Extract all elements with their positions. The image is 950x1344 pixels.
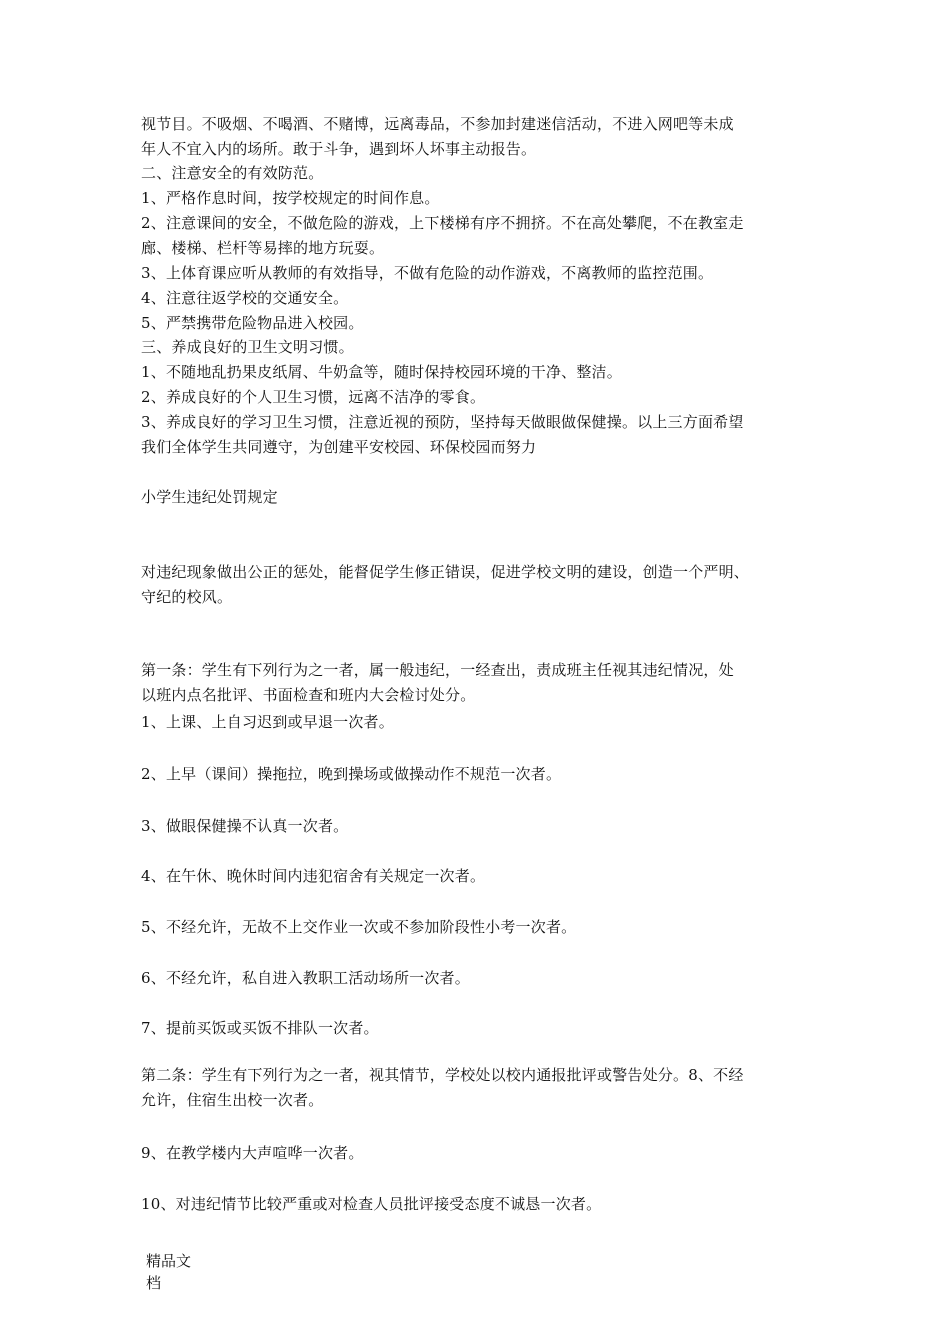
footer-watermark (146, 1250, 191, 1294)
list-item: 5、严禁携带危险物品进入校园。 (141, 314, 364, 332)
list-item: 2、养成良好的个人卫生习惯，远离不洁净的零食。 (141, 388, 486, 406)
list-item: 3、养成良好的学习卫生习惯，注意近视的预防，坚持每天做眼做保健操。以上三方面希望 (141, 413, 744, 431)
list-item: 10、对违纪情节比较严重或对检查人员批评接受态度不诚恳一次者。 (141, 1195, 602, 1213)
footer-line: 精品文 (146, 1252, 192, 1270)
list-item: 7、提前买饭或买饭不排队一次者。 (141, 1019, 379, 1037)
article-heading: 第二条：学生有下列行为之一者，视其情节，学校处以校内通报批评或警告处分。8、不经 (141, 1066, 744, 1084)
list-item: 2、上早（课间）操拖拉，晚到操场或做操动作不规范一次者。 (141, 765, 562, 783)
list-item: 3、做眼保健操不认真一次者。 (141, 817, 349, 835)
text-line: 我们全体学生共同遵守，为创建平安校园、环保校园而努力 (141, 438, 537, 456)
text-line: 视节目。不吸烟、不喝酒、不赌博，远离毒品，不参加封建迷信活动，不进入网吧等未成 (141, 115, 734, 133)
document-title: 小学生违纪处罚规定 (141, 488, 278, 506)
list-item: 5、不经允许，无故不上交作业一次或不参加阶段性小考一次者。 (141, 918, 577, 936)
list-item: 4、在午休、晚休时间内违犯宿舍有关规定一次者。 (141, 867, 486, 885)
list-item: 4、注意往返学校的交通安全。 (141, 289, 349, 307)
section-heading: 三、养成良好的卫生文明习惯。 (141, 338, 354, 356)
text-line: 年人不宜入内的场所。敢于斗争，遇到坏人坏事主动报告。 (141, 140, 537, 158)
list-item: 1、上课、上自习迟到或早退一次者。 (141, 713, 394, 731)
list-item: 9、在教学楼内大声喧哗一次者。 (141, 1144, 364, 1162)
list-item: 6、不经允许，私自进入教职工活动场所一次者。 (141, 969, 470, 987)
article-heading: 第一条：学生有下列行为之一者，属一般违纪，一经查出，责成班主任视其违纪情况，处 (141, 661, 734, 679)
article-heading: 以班内点名批评、书面检查和班内大会检讨处分。 (141, 686, 476, 704)
list-item: 1、严格作息时间，按学校规定的时间作息。 (141, 189, 440, 207)
list-item: 3、上体育课应听从教师的有效指导，不做有危险的动作游戏，不离教师的监控范围。 (141, 264, 714, 282)
paragraph-line: 对违纪现象做出公正的惩处，能督促学生修正错误，促进学校文明的建设，创造一个严明、 (141, 563, 750, 581)
article-heading: 允许，住宿生出校一次者。 (141, 1091, 324, 1109)
footer-line: 档 (146, 1274, 162, 1292)
section-heading: 二、注意安全的有效防范。 (141, 164, 324, 182)
paragraph-line: 守纪的校风。 (141, 588, 233, 606)
list-item: 1、不随地乱扔果皮纸屑、牛奶盒等，随时保持校园环境的干净、整洁。 (141, 363, 622, 381)
text-line: 廊、楼梯、栏杆等易摔的地方玩耍。 (141, 239, 385, 257)
list-item: 2、注意课间的安全，不做危险的游戏，上下楼梯有序不拥挤。不在高处攀爬，不在教室走 (141, 214, 744, 232)
